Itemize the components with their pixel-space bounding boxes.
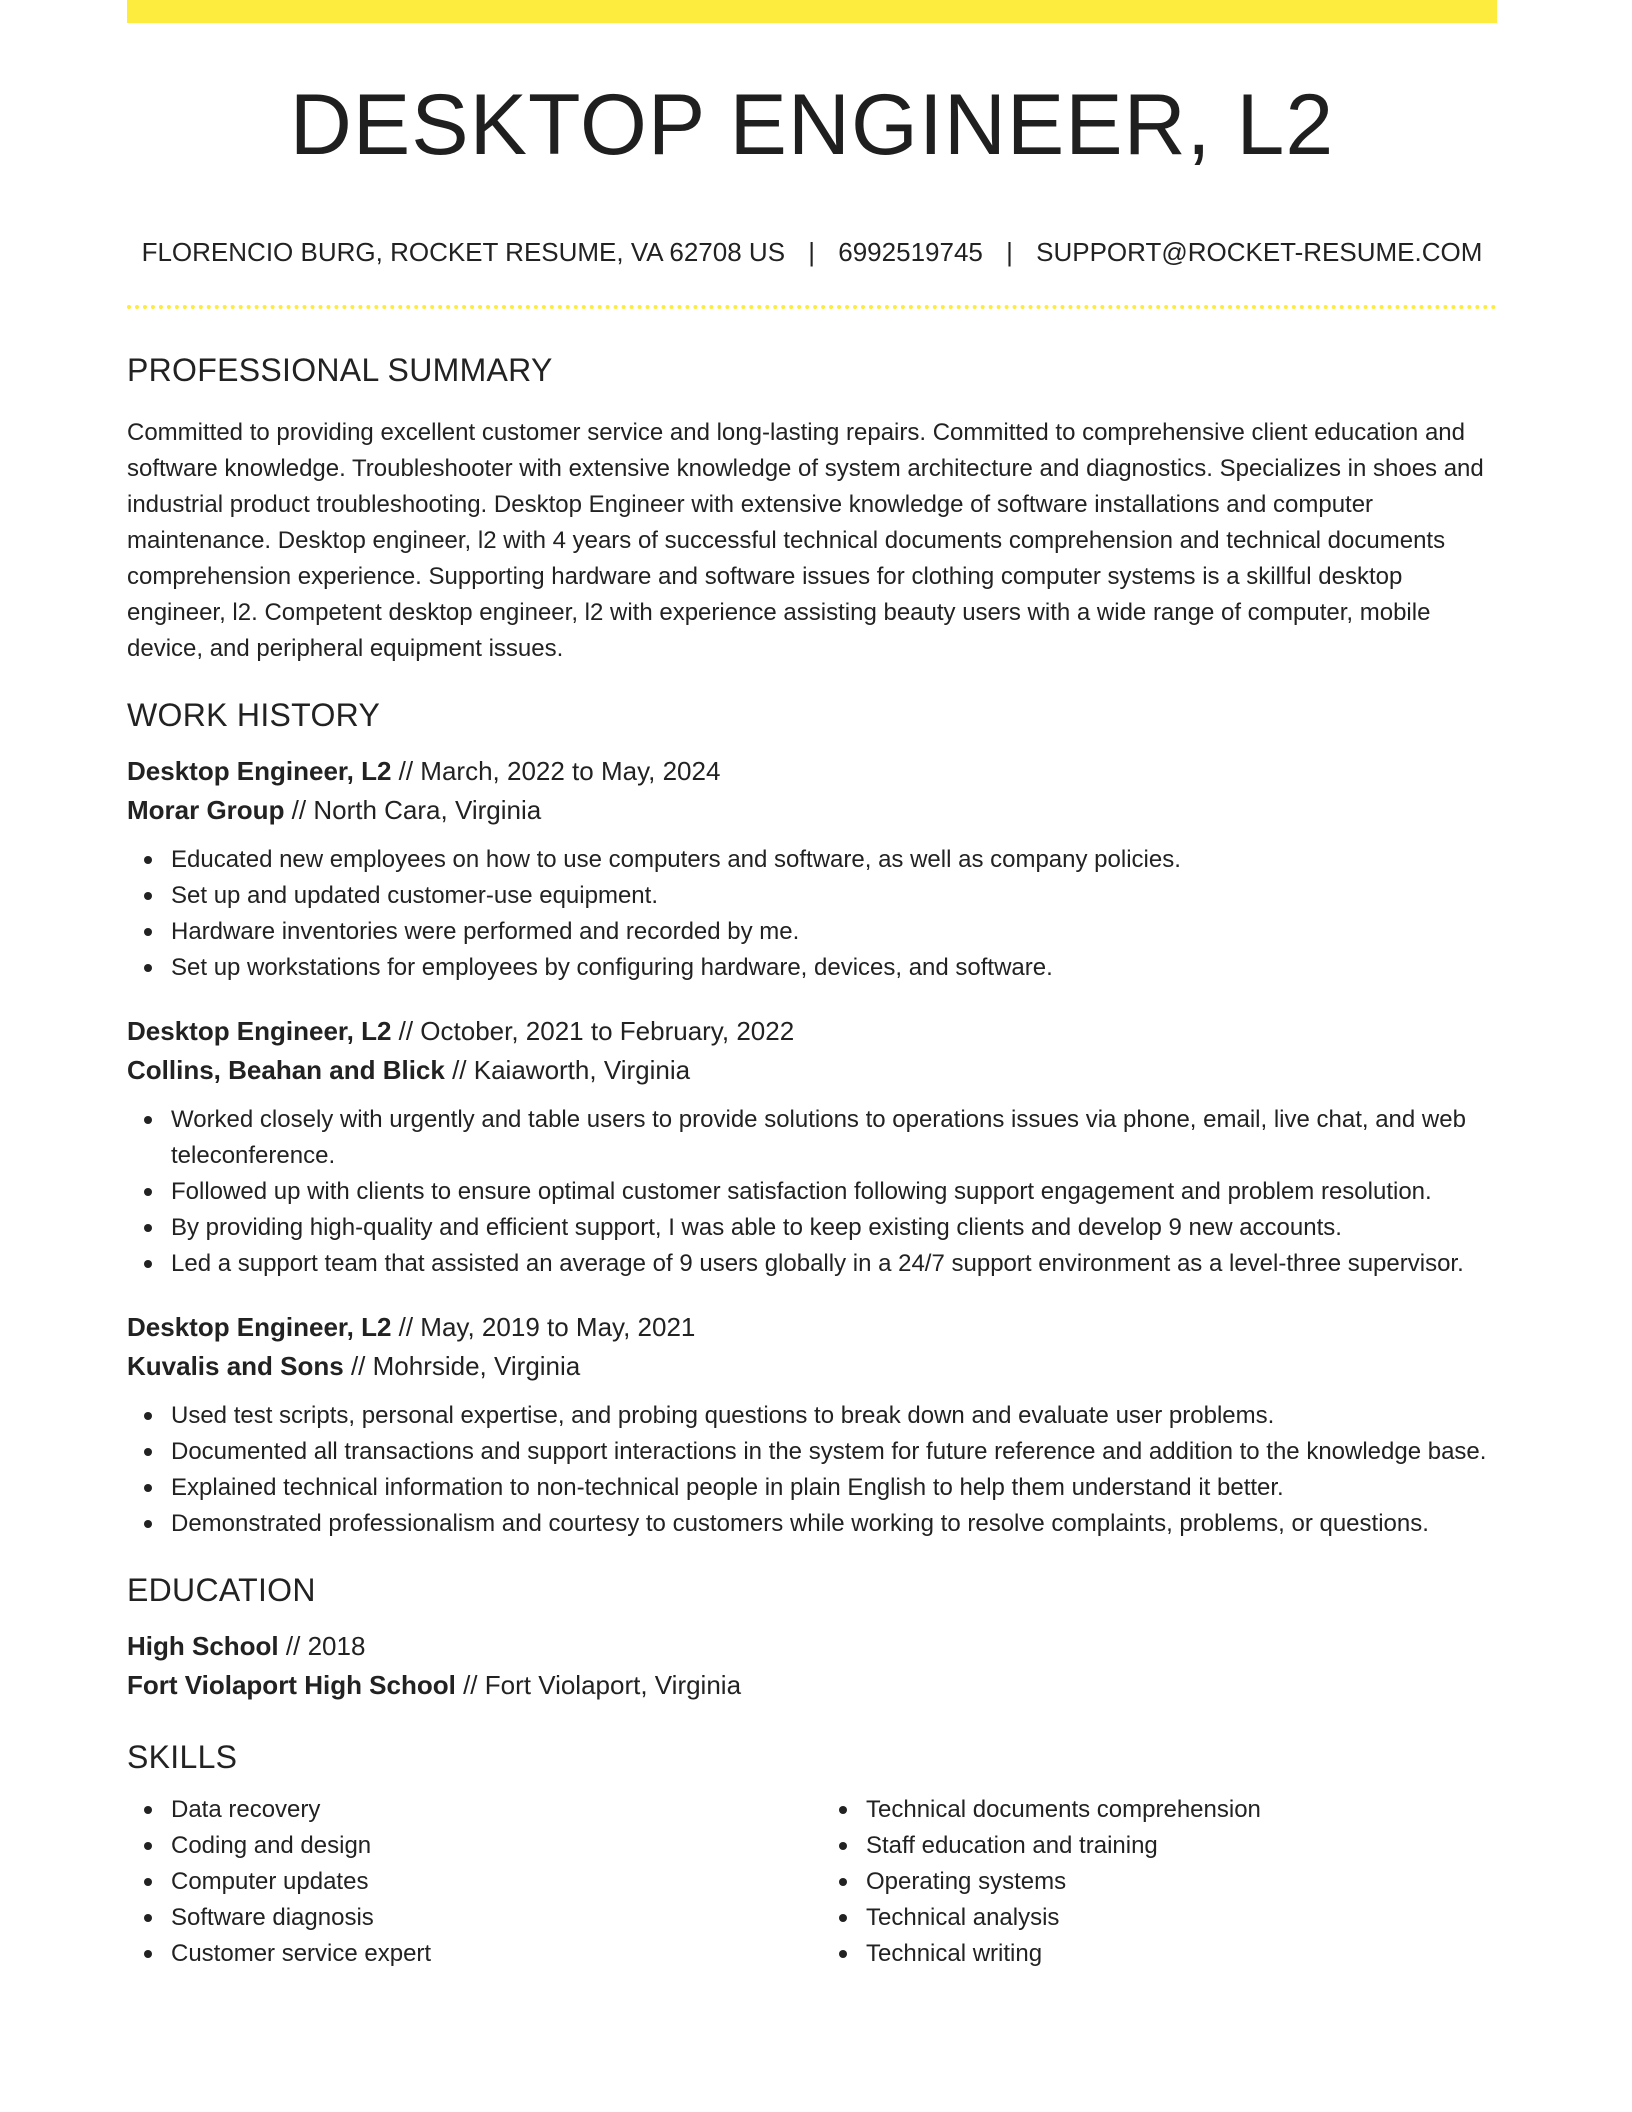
list-item: Hardware inventories were performed and recorded by me. — [127, 914, 1497, 950]
education-degree-line — [127, 1627, 1497, 1666]
list-item: Coding and design — [127, 1828, 802, 1864]
list-item: Used test scripts, personal expertise, and probing questions to break down and evaluate user problems. — [127, 1398, 1497, 1434]
list-item: Data recovery — [127, 1792, 802, 1828]
job-bullets — [127, 1102, 1497, 1282]
contact-line — [127, 237, 1497, 268]
contact-email: SUPPORT@ROCKET-RESUME.COM — [1036, 237, 1483, 267]
job-location: // Mohrside, Virginia — [343, 1351, 581, 1381]
list-item: Technical writing — [822, 1936, 1497, 1972]
list-item: Staff education and training — [822, 1828, 1497, 1864]
job-entry — [127, 752, 1497, 986]
list-item: Set up and updated customer-use equipment. — [127, 878, 1497, 914]
contact-address: FLORENCIO BURG, ROCKET RESUME, VA 62708 US — [141, 237, 786, 267]
summary-title: PROFESSIONAL SUMMARY — [127, 352, 553, 388]
list-item: Followed up with clients to ensure optimal customer satisfaction following support engagement and problem resolution. — [127, 1174, 1497, 1210]
list-item: Educated new employees on how to use computers and software, as well as company policies. — [127, 842, 1497, 878]
list-item: Software diagnosis — [127, 1900, 802, 1936]
education-school-line — [127, 1666, 1497, 1705]
education-title: EDUCATION — [127, 1572, 316, 1608]
resume-content — [127, 352, 1497, 1972]
list-item: Documented all transactions and support interactions in the system for future reference and addition to the knowledge base. — [127, 1434, 1497, 1470]
job-company-line — [127, 791, 1497, 830]
job-company-line — [127, 1051, 1497, 1090]
list-item: Computer updates — [127, 1864, 802, 1900]
resume-name: DESKTOP ENGINEER, L2 — [289, 77, 1335, 173]
job-role-line — [127, 752, 1497, 791]
accent-bar — [127, 0, 1497, 23]
skills-title: SKILLS — [127, 1739, 238, 1775]
dotted-divider — [127, 305, 1497, 309]
list-item: Worked closely with urgently and table users to provide solutions to operations issues via phone, email, live chat, and web teleconference. — [127, 1102, 1497, 1174]
job-dates: // October, 2021 to February, 2022 — [391, 1016, 795, 1046]
job-entry — [127, 1012, 1497, 1282]
list-item: Explained technical information to non-technical people in plain English to help them understand it better. — [127, 1470, 1497, 1506]
education-section — [127, 1572, 1497, 1705]
job-company: Morar Group — [127, 795, 285, 825]
job-role: Desktop Engineer, L2 — [127, 756, 392, 786]
contact-phone: 6992519745 — [838, 237, 983, 267]
job-bullets — [127, 842, 1497, 986]
list-item: By providing high-quality and efficient support, I was able to keep existing clients and develop 9 new accounts. — [127, 1210, 1497, 1246]
job-company: Collins, Beahan and Blick — [127, 1055, 445, 1085]
list-item: Set up workstations for employees by configuring hardware, devices, and software. — [127, 950, 1497, 986]
education-degree: High School — [127, 1631, 279, 1661]
list-item: Customer service expert — [127, 1936, 802, 1972]
list-item: Operating systems — [822, 1864, 1497, 1900]
work-history-section — [127, 697, 1497, 1542]
skills-grid — [127, 1792, 1497, 1972]
job-company-line — [127, 1347, 1497, 1386]
education-school: Fort Violaport High School — [127, 1670, 456, 1700]
work-history-title: WORK HISTORY — [127, 697, 381, 733]
list-item: Technical documents comprehension — [822, 1792, 1497, 1828]
job-role: Desktop Engineer, L2 — [127, 1312, 392, 1342]
job-location: // Kaiaworth, Virginia — [444, 1055, 691, 1085]
job-entry — [127, 1308, 1497, 1542]
list-item: Led a support team that assisted an average of 9 users globally in a 24/7 support environment as a level-three supervisor. — [127, 1246, 1497, 1282]
summary-text: Committed to providing excellent customer service and long-lasting repairs. Committed to comprehensive client education and software knowledge. Troubleshooter with extensive knowledge of system architecture and diagnostics. Specializes in shoes and industrial product troubleshooting. Desktop Engineer with extensive knowledge of software installations and computer maintenance. Desktop engineer, l2 with 4 years of successful technical documents comprehension and technical documents comprehension experience. Supporting hardware and software issues for clothing computer systems is a skillful desktop engineer, l2. Competent desktop engineer, l2 with experience assisting beauty users with a wide range of computer, mobile device, and peripheral equipment issues. — [127, 419, 1484, 662]
contact-separator: | — [1006, 237, 1013, 267]
list-item: Technical analysis — [822, 1900, 1497, 1936]
job-role-line — [127, 1012, 1497, 1051]
skills-section — [127, 1739, 1497, 1972]
job-dates: // March, 2022 to May, 2024 — [391, 756, 721, 786]
education-year: // 2018 — [278, 1631, 366, 1661]
job-dates: // May, 2019 to May, 2021 — [391, 1312, 696, 1342]
job-role: Desktop Engineer, L2 — [127, 1016, 392, 1046]
skills-right-list — [822, 1792, 1497, 1972]
skills-left-list — [127, 1792, 802, 1972]
job-bullets — [127, 1398, 1497, 1542]
education-location: // Fort Violaport, Virginia — [455, 1670, 742, 1700]
list-item: Demonstrated professionalism and courtesy to customers while working to resolve complaints, problems, or questions. — [127, 1506, 1497, 1542]
job-location: // North Cara, Virginia — [284, 795, 542, 825]
contact-separator: | — [808, 237, 816, 267]
summary-section — [127, 352, 1497, 667]
job-company: Kuvalis and Sons — [127, 1351, 344, 1381]
job-role-line — [127, 1308, 1497, 1347]
